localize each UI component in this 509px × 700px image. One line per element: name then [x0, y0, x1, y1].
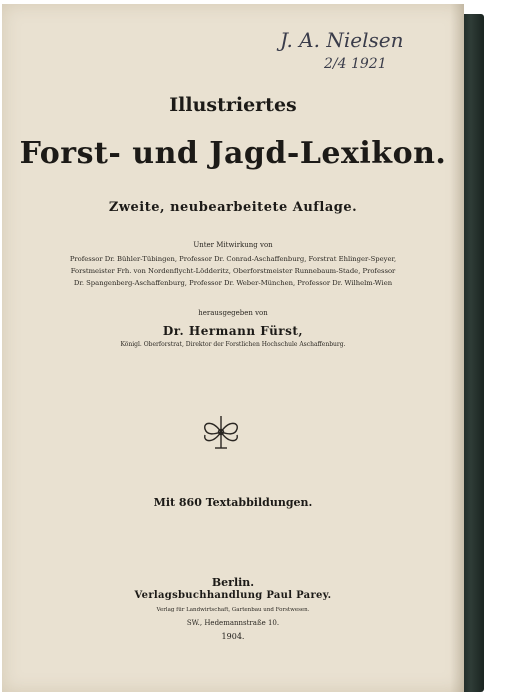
editor-role: Königl. Oberforstrat, Direktor der Forstlichen Hochschule Aschaffenburg.	[120, 341, 346, 348]
publisher-subtitle: Verlag für Landwirtschaft, Gartenbau und Forstwesen.	[156, 607, 310, 613]
ownership-date: 2/4 1921	[324, 56, 387, 72]
title-page	[2, 4, 464, 692]
contributors-line-1: Professor Dr. Bühler-Tübingen, Professor Dr. Conrad-Aschaffenburg, Forstrat Ehlinger-Speyer,	[69, 255, 397, 263]
contributors-line-3: Dr. Spangenberg-Aschaffenburg, Professor Dr. Weber-München, Professor Dr. Wilhelm-Wien	[73, 279, 393, 287]
book-spine	[462, 14, 484, 692]
contributors-intro: Unter Mitwirkung von	[193, 241, 273, 249]
ownership-signature: J. A. Nielsen	[280, 28, 404, 52]
title-line-1: Illustriertes	[169, 94, 297, 116]
contributors-line-2: Forstmeister Frh. von Nordenflycht-Lödderitz, Oberforstmeister Runnebaum-Stade, Professor	[70, 267, 396, 275]
publisher-name: Verlagsbuchhandlung Paul Parey.	[134, 590, 332, 601]
main-title: Forst- und Jagd-Lexikon.	[19, 136, 447, 171]
edition-statement: Zweite, neubearbeitete Auflage.	[108, 200, 358, 215]
editor-name: Dr. Hermann Fürst,	[162, 324, 304, 338]
illustrations-note: Mit 860 Textabbildungen.	[153, 496, 313, 509]
publication-city: Berlin.	[211, 576, 255, 589]
editor-intro: herausgegeben von	[198, 309, 268, 317]
publisher-address: SW., Hedemannstraße 10.	[186, 619, 280, 627]
publication-year: 1904.	[221, 632, 245, 641]
fleuron-ornament-icon	[199, 412, 243, 452]
